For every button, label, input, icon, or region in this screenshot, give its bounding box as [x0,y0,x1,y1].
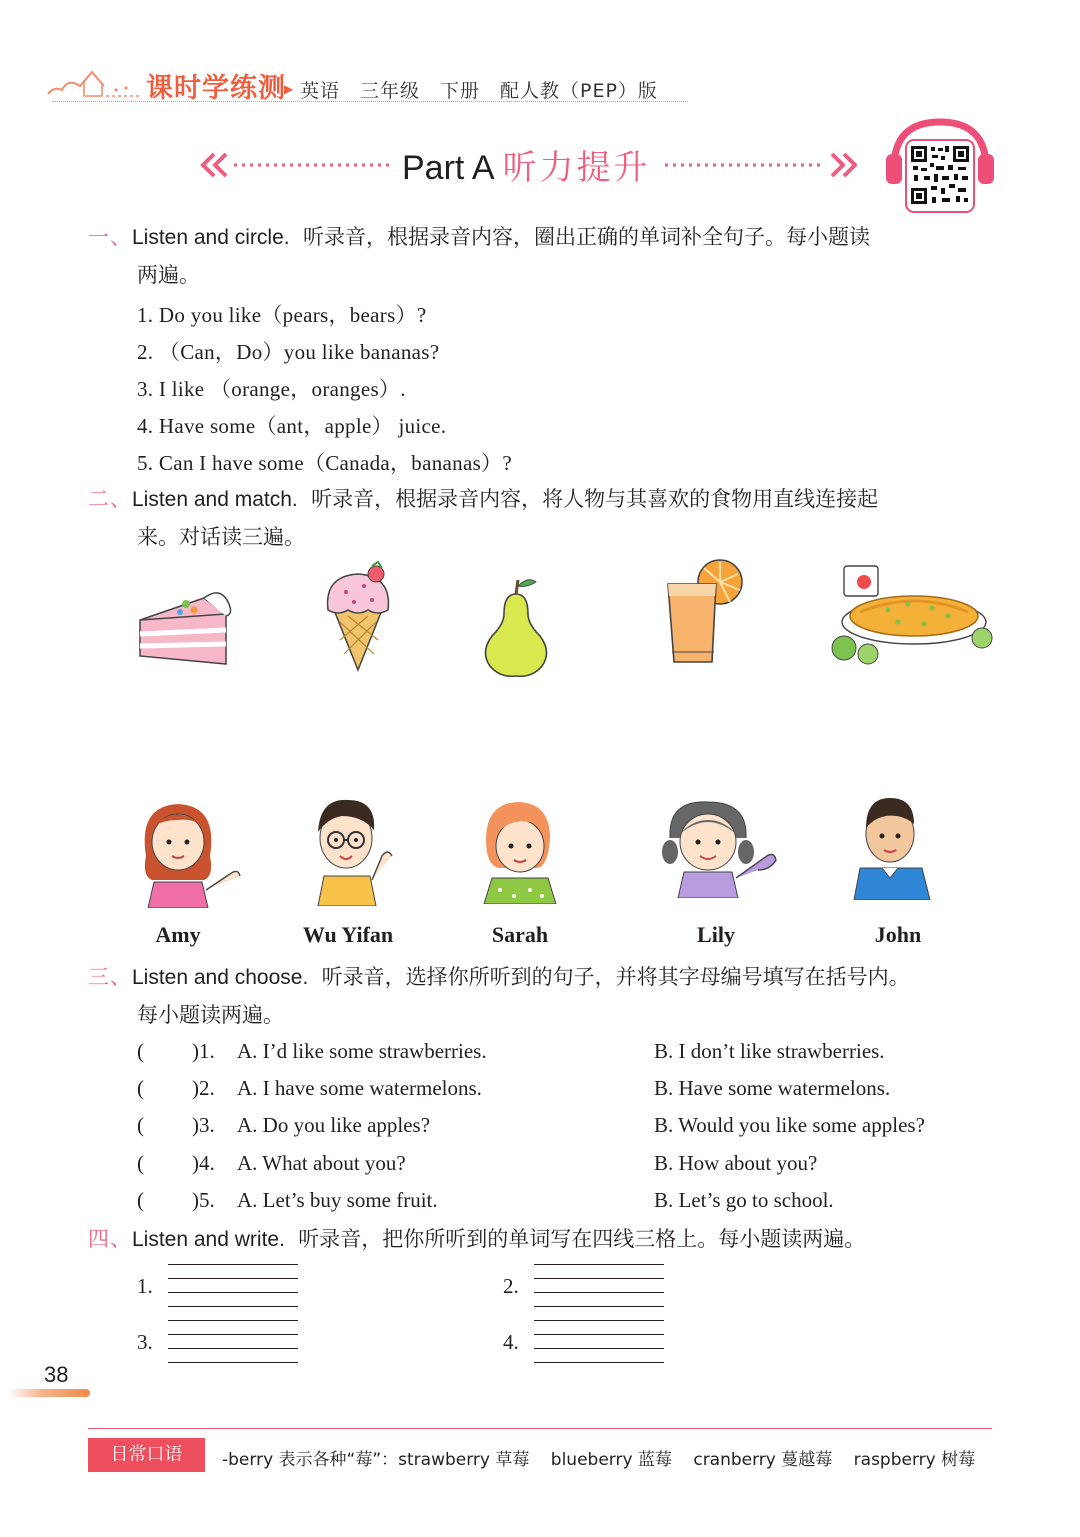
header-rule [52,101,688,102]
option-a: A. What about you? [237,1151,406,1175]
section1-item: 3. I like （orange，oranges）. [137,377,406,401]
option-a: A. I’d like some strawberries. [237,1039,487,1063]
section2-title-en: Listen and match. [132,488,298,511]
option-b: B. I don’t like strawberries. [654,1039,885,1063]
section3-title-cn: 听录音，选择你所听到的句子，并将其字母编号填写在括号内。 [321,965,910,989]
double-chevron-right-icon [662,150,857,180]
question-number: )3. [192,1113,215,1137]
section3-heading-cont: 每小题读两遍。 [137,1003,284,1027]
person-name-lily: Lily [697,922,735,947]
section1-title-en: Listen and circle. [132,226,290,249]
section1-item: 2. （Can，Do）you like bananas? [137,340,440,364]
amy-picture [134,796,244,908]
lily-picture [658,798,782,898]
sarah-picture [480,798,560,904]
section1-item: 4. Have some（ant，apple） juice. [137,414,447,438]
section3-heading [88,958,998,997]
answer-bracket[interactable]: ( [137,1076,144,1100]
four-line-grid[interactable] [534,1320,664,1364]
section1-number: 一、 [88,225,132,249]
option-a: A. Let’s buy some fruit. [237,1188,438,1212]
option-b: B. How about you? [654,1151,818,1175]
orange-juice-picture [660,556,750,668]
part-title [402,140,651,189]
part-title-en: Part A [402,149,495,187]
apple-pie-picture [828,560,1004,668]
question-number: )4. [192,1151,215,1175]
house-logo-icon [44,60,144,104]
double-chevron-left-icon [200,150,395,180]
answer-bracket[interactable]: ( [137,1113,144,1137]
answer-bracket[interactable]: ( [137,1151,144,1175]
section4-heading [88,1220,998,1259]
option-a: A. Do you like apples? [237,1113,431,1137]
section2-number: 二、 [88,487,132,511]
footer-tip [222,1445,991,1470]
write-label: 4. [503,1330,519,1354]
footer-rule [88,1428,992,1429]
person-name-sarah: Sarah [491,922,549,947]
write-label: 3. [137,1330,153,1354]
section1-heading [88,218,998,257]
section3-title-en: Listen and choose. [132,966,309,989]
arrow-icon: ▶ [284,82,294,96]
page-number: 38 [44,1362,69,1387]
person-name-amy: Amy [155,922,201,947]
section3-number: 三、 [88,965,132,989]
section1-title-cn: 听录音，根据录音内容，圈出正确的单词补全句子。每小题读 [302,225,870,249]
part-title-cn: 听力提升 [502,148,651,188]
section1-item: 5. Can I have some（Canada，bananas）? [137,451,512,475]
person-name-wu-yifan: Wu Yifan [302,922,394,947]
section1-item: 1. Do you like（pears，bears）? [137,303,427,327]
section2-title-cn: 听录音，根据录音内容，将人物与其喜欢的食物用直线连接起 [311,487,879,511]
write-label: 2. [503,1274,519,1298]
ice-cream-picture [318,560,398,672]
book-subtitle: 英语 三年级 下册 配人教（PEP）版 [300,80,658,102]
option-b: B. Would you like some apples? [654,1113,925,1137]
option-b: B. Have some watermelons. [654,1076,891,1100]
page-number-bar [8,1389,90,1397]
wu-yifan-picture [306,794,398,906]
john-picture [852,794,934,900]
answer-bracket[interactable]: ( [137,1039,144,1063]
option-b: B. Let’s go to school. [654,1188,834,1212]
person-name-john: John [874,922,922,947]
footer-word: cranberry 蔓越莓 [693,1450,833,1470]
footer-intro: -berry 表示各种“莓”：strawberry 草莓 [222,1450,530,1470]
four-line-grid[interactable] [534,1264,664,1308]
footer-word: blueberry 蓝莓 [550,1450,672,1470]
footer-tag: 日常口语 [88,1438,205,1472]
option-a: A. I have some watermelons. [237,1076,482,1100]
cake-picture [134,580,234,676]
section4-title-en: Listen and write. [132,1228,285,1251]
four-line-grid[interactable] [168,1264,298,1308]
qr-code-headphones-icon[interactable] [886,118,994,218]
answer-bracket[interactable]: ( [137,1188,144,1212]
question-number: )2. [192,1076,215,1100]
footer-word: raspberry 树莓 [853,1450,976,1470]
section4-number: 四、 [88,1227,132,1251]
write-label: 1. [137,1274,153,1298]
four-line-grid[interactable] [168,1320,298,1364]
section4-title-cn: 听录音，把你所听到的单词写在四线三格上。每小题读两遍。 [298,1227,866,1251]
section1-heading-cont: 两遍。 [137,263,200,287]
question-number: )1. [192,1039,215,1063]
section2-heading [88,480,998,519]
question-number: )5. [192,1188,215,1212]
pear-picture [476,574,556,678]
brand-title: 课时学练测 [146,73,286,104]
section2-heading-cont: 来。对话读三遍。 [137,525,305,549]
